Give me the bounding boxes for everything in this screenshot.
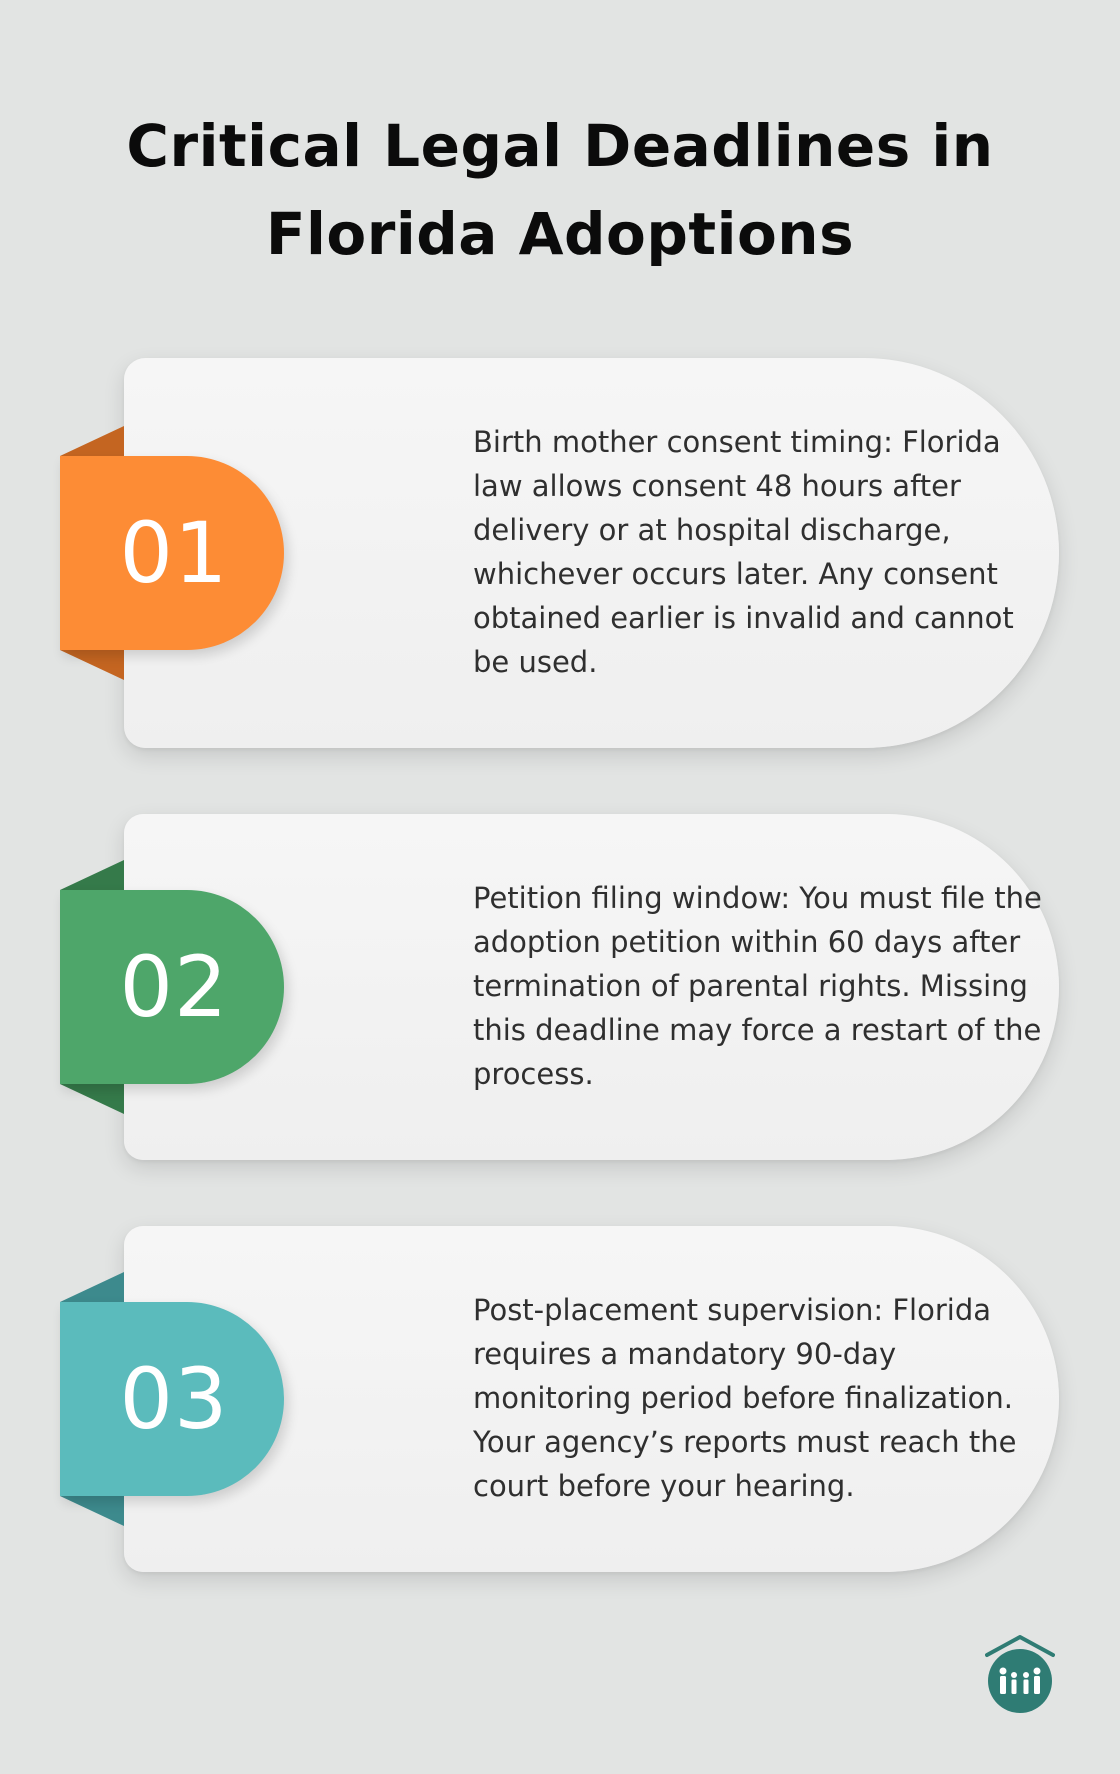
step-2-fold-bottom (60, 1084, 124, 1114)
step-1-fold-bottom (60, 650, 124, 680)
page-title (0, 102, 1120, 278)
step-1-badge (60, 456, 284, 650)
step-1-text: Birth mother consent timing: Florida law allows consent 48 hours after delivery or at hospital discharge, whichever occurs later. Any consent obtained earlier is invalid and cannot be used. (473, 425, 1014, 679)
step-2-badge (60, 890, 284, 1084)
step-2-fold-top (60, 860, 124, 890)
step-2-number: 02 (119, 938, 229, 1036)
page-title-line-2: Florida Adoptions (265, 200, 855, 268)
step-2-text: Petition filing window: You must file the adoption petition within 60 days after termination of parental rights. Missing this deadline may force a restart of the process. (473, 881, 1042, 1091)
step-3-text: Post-placement supervision: Florida requires a mandatory 90-day monitoring period before finalization. Your agency’s reports must reach the court before your hearing. (473, 1293, 1017, 1503)
step-3-fold-bottom (60, 1496, 124, 1526)
step-1-fold-top (60, 426, 124, 456)
step-3-fold-top (60, 1272, 124, 1302)
step-3-badge (60, 1302, 284, 1496)
page-title-line-1: Critical Legal Deadlines in (126, 112, 994, 180)
step-1-number: 01 (119, 504, 229, 602)
step-3-number: 03 (119, 1350, 229, 1448)
family-house-icon (985, 1635, 1055, 1715)
